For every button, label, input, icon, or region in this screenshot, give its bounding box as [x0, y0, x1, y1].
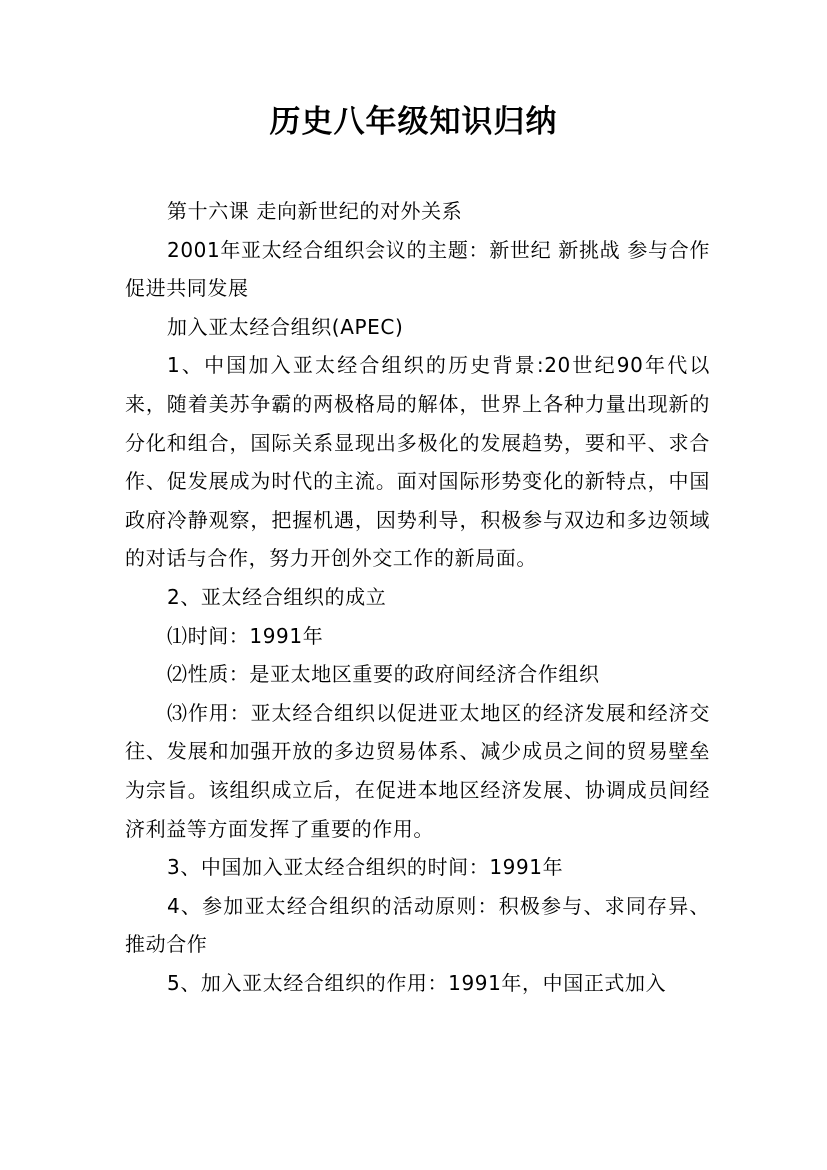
document-title: 历史八年级知识归纳 [269, 104, 558, 140]
function-item: ⑶作用：亚太经合组织以促进亚太地区的经济发展和经济交往、发展和加强开放的多边贸易体系、减少成员之间的贸易壁垒为宗旨。该组织成立后，在促进本地区经济发展、协调成员间经济利益等方面发挥了重要的作用。 [125, 700, 710, 841]
apec-2001-theme-paragraph: 2001年亚太经合组织会议的主题：新世纪 新挑战 参与合作 促进共同发展 [125, 237, 710, 301]
document-body [125, 192, 710, 1002]
lesson-heading: 第十六课 走向新世纪的对外关系 [167, 199, 463, 223]
china-join-time-paragraph: 3、中国加入亚太经合组织的时间：1991年 [167, 855, 564, 880]
activity-principles-paragraph: 4、参加亚太经合组织的活动原则：积极参与、求同存异、推动合作 [125, 893, 710, 957]
nature-item: ⑵性质：是亚太地区重要的政府间经济合作组织 [167, 662, 600, 687]
establishment-time-item: ⑴时间：1991年 [167, 623, 324, 648]
apec-establishment-heading: 2、亚太经合组织的成立 [167, 584, 387, 609]
historical-background-paragraph: 1、中国加入亚太经合组织的历史背景:20世纪90年代以来，随着美苏争霸的两极格局的解体，世界上各种力量出现新的分化和组合，国际关系显现出多极化的发展趋势，要和平、求合作、促发展成为时代的主流。面对国际形势变化的新特点，中国政府冷静观察，把握机遇，因势利导，积极参与双边和多边领域的对话与合作，努力开创外交工作的新局面。 [125, 353, 710, 571]
joining-effect-paragraph: 5、加入亚太经合组织的作用：1991年，中国正式加入 [167, 970, 667, 995]
section-heading-apec: 加入亚太经合组织(APEC) [167, 314, 404, 339]
